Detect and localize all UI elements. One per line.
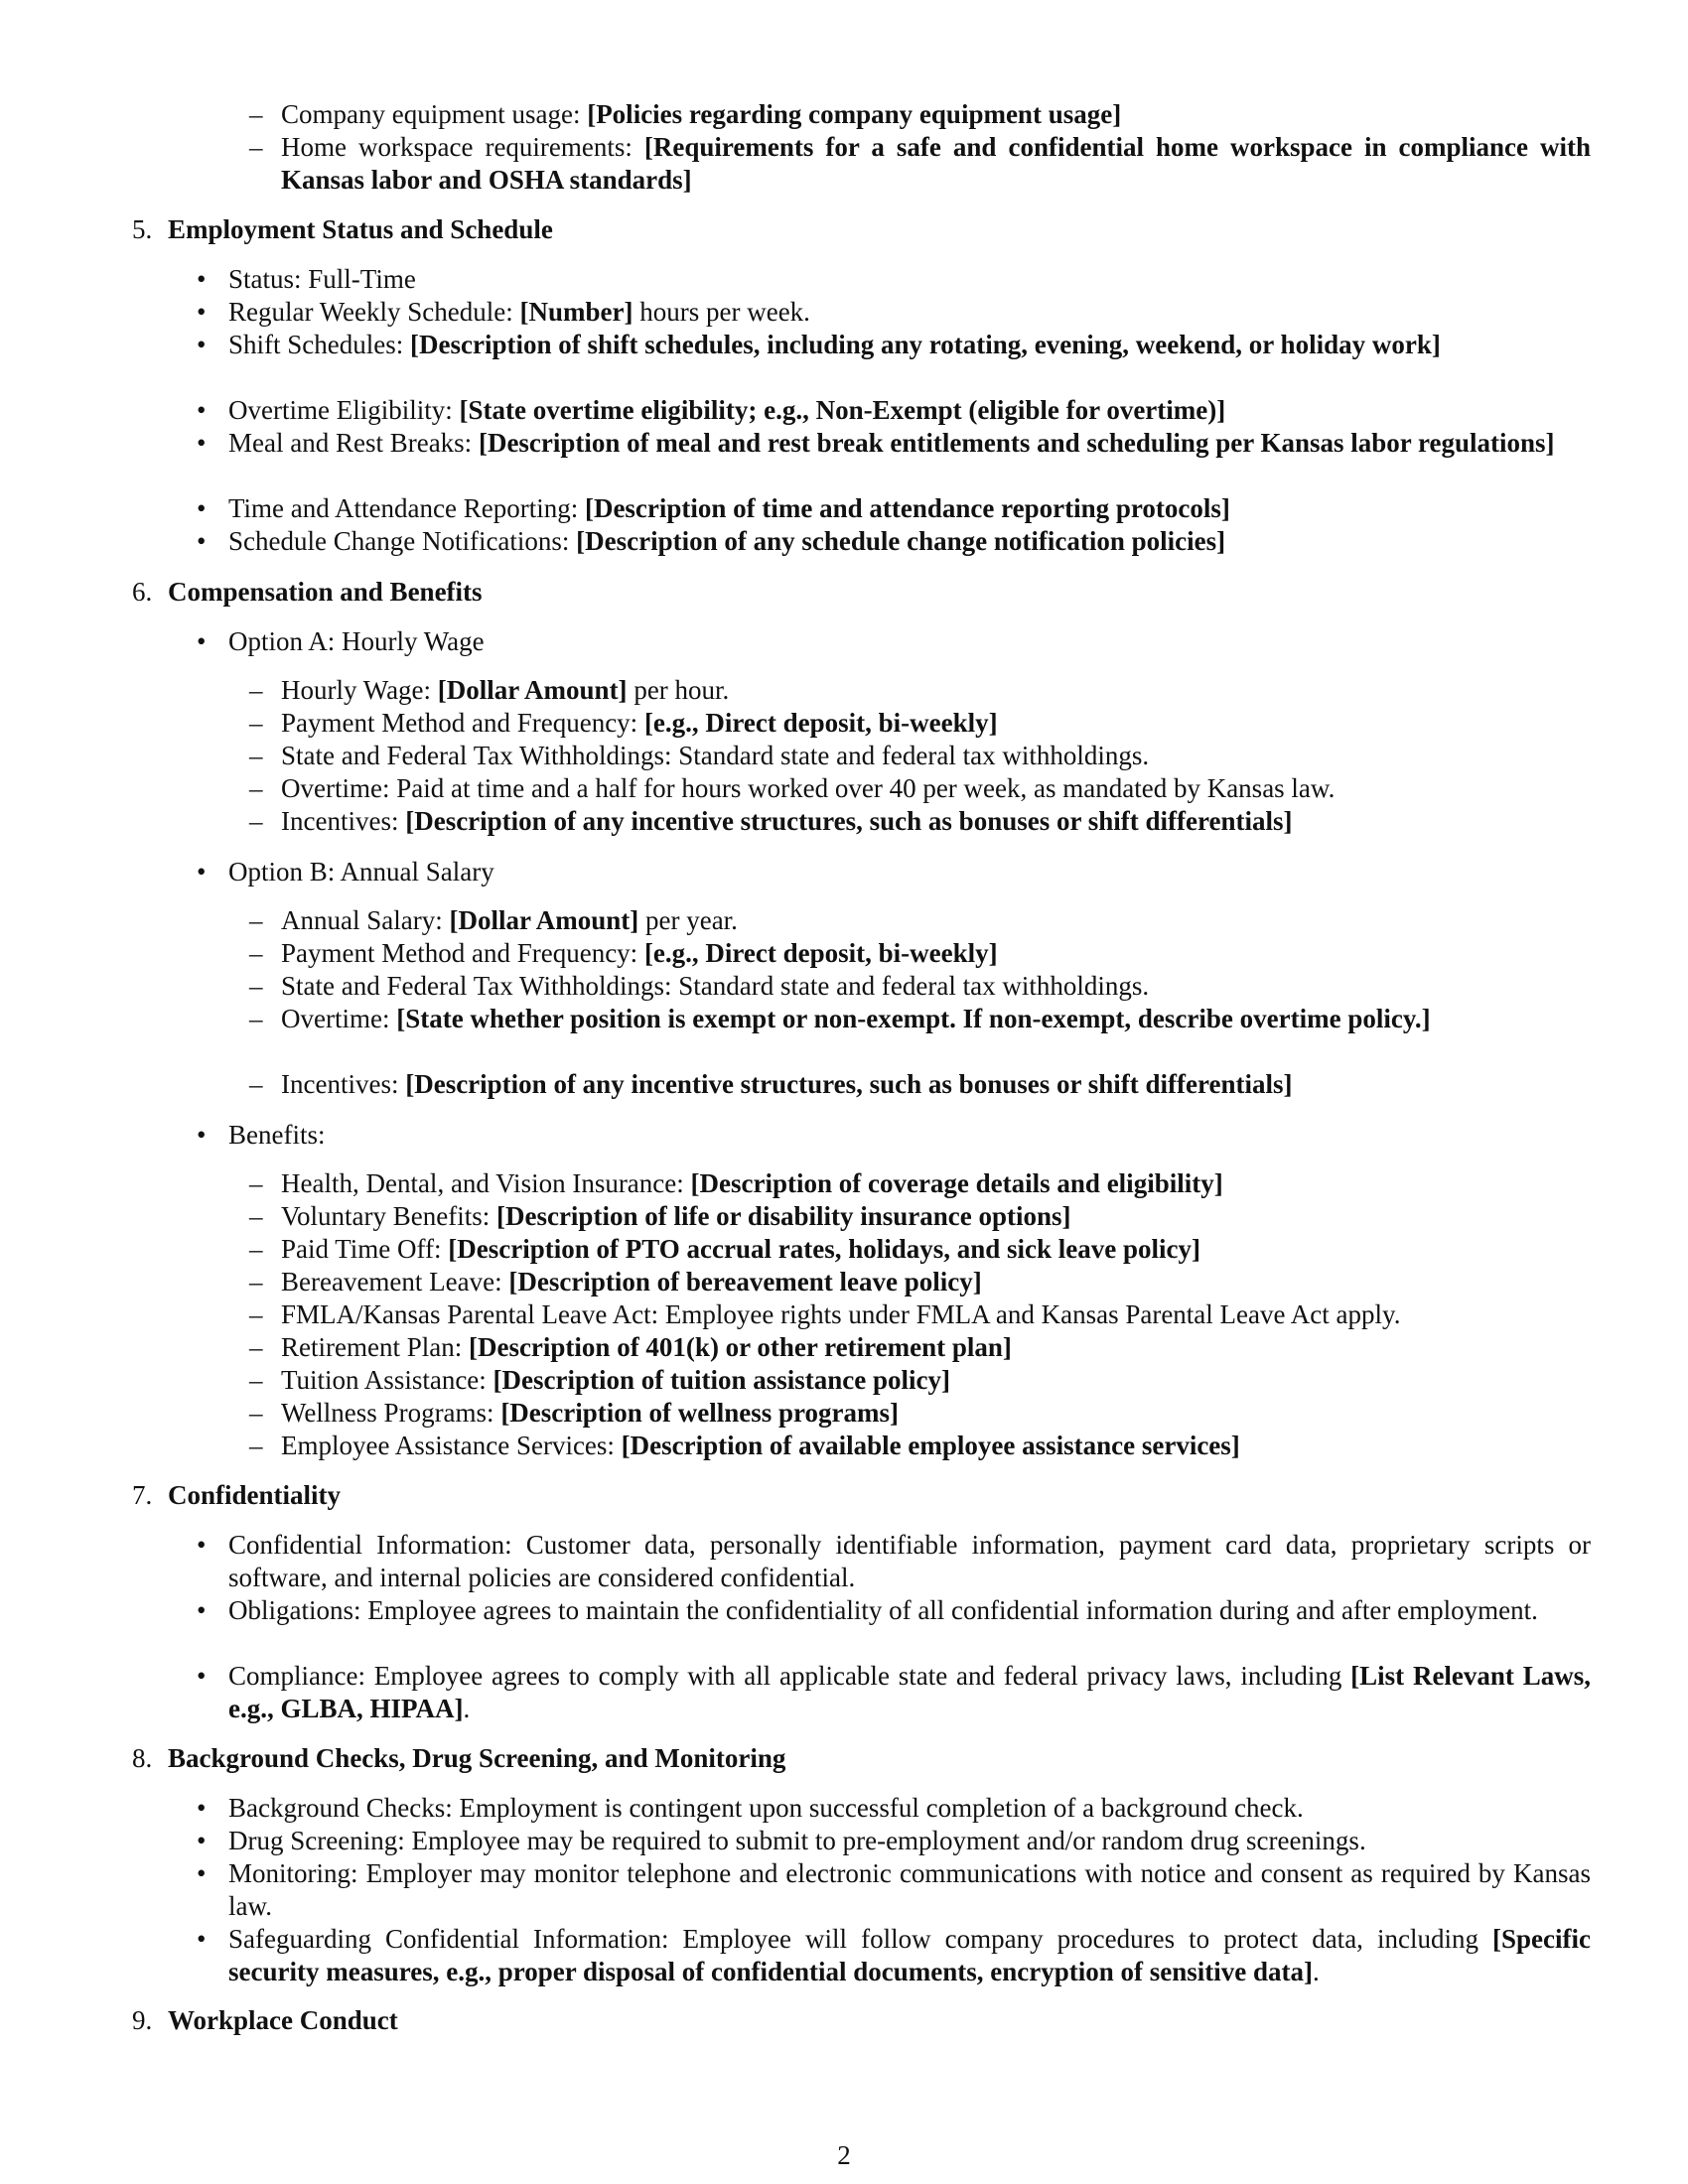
dash-marker: – [249,971,263,1001]
list-item: – State and Federal Tax Withholdings: Standard state and federal tax withholdings. [249,971,1150,1001]
dash-marker: – [249,1332,263,1362]
bullet-marker: • [197,626,207,656]
list-item: – Overtime: Paid at time and a half for hours worked over 40 per week, as mandated by Kansas law. [249,773,1336,803]
dash-marker: – [249,675,263,705]
dash-marker: – [249,1168,263,1198]
dash-marker: – [249,938,263,968]
list-item: – Employee Assistance Services: [Description of available employee assistance services] [249,1431,1240,1460]
list-item: – Payment Method and Frequency: [e.g., Direct deposit, bi-weekly] [249,938,998,968]
dash-marker: – [249,1069,263,1099]
bullet-marker: • [197,493,207,523]
list-item: • Meal and Rest Breaks: [Description of meal and rest break entitlements and scheduling per Kansas labor regulations] [197,428,1555,458]
list-item: • Monitoring: Employer may monitor telephone and electronic communications with notice and consent as required by Kansas law. [197,1858,1591,1921]
list-item: • Status: Full-Time [197,264,416,294]
dash-marker: – [249,1234,263,1264]
bullet-marker: • [197,1826,207,1855]
list-item: – Voluntary Benefits: [Description of life or disability insurance options] [249,1201,1071,1231]
list-item: – Incentives: [Description of any incentive structures, such as bonuses or shift differentials] [249,806,1293,836]
list-item: • Option A: Hourly Wage [197,626,485,656]
bullet-marker: • [197,264,207,294]
list-item: • Confidential Information: Customer data, personally identifiable information, payment card data, proprietary scripts or software, and internal policies are considered confidential. [197,1530,1591,1592]
dash-marker: – [249,1004,263,1033]
list-item: • Safeguarding Confidential Information: Employee will follow company procedures to protect data, including [Specific security measures, e.g., proper disposal of confidential documents, encryption of sensitive data]. [197,1924,1591,1986]
bullet-marker: • [197,1595,207,1625]
bullet-marker: • [197,297,207,327]
bullet-marker: • [197,428,207,458]
bullet-marker: • [197,1924,207,1954]
list-item: • Compliance: Employee agrees to comply with all applicable state and federal privacy laws, including [List Relevant Laws, e.g., GLBA, HIPAA]. [197,1661,1591,1723]
page-number: 2 [837,2140,851,2170]
list-item: – Retirement Plan: [Description of 401(k) or other retirement plan] [249,1332,1012,1362]
list-item: • Shift Schedules: [Description of shift schedules, including any rotating, evening, weekend, or holiday work] [197,330,1441,359]
list-item: • Time and Attendance Reporting: [Description of time and attendance reporting protocols] [197,493,1230,523]
list-item: – Bereavement Leave: [Description of bereavement leave policy] [249,1267,982,1297]
list-item: – State and Federal Tax Withholdings: Standard state and federal tax withholdings. [249,741,1150,770]
list-item: • Option B: Annual Salary [197,857,494,887]
section-heading: 7. Confidentiality [132,1480,342,1510]
list-item: – Payment Method and Frequency: [e.g., Direct deposit, bi-weekly] [249,708,998,738]
list-item: • Schedule Change Notifications: [Description of any schedule change notification policies] [197,526,1226,556]
list-item: – Incentives: [Description of any incentive structures, such as bonuses or shift differentials] [249,1069,1293,1099]
list-item: – Home workspace requirements: [Requirements for a safe and confidential home workspace in compliance with Kansas labor and OSHA standards] [249,132,1591,195]
dash-marker: – [249,132,263,162]
dash-marker: – [249,1267,263,1297]
dash-marker: – [249,1431,263,1460]
dash-marker: – [249,806,263,836]
section-heading: 5. Employment Status and Schedule [132,214,553,244]
list-item: • Regular Weekly Schedule: [Number] hours per week. [197,297,810,327]
bullet-marker: • [197,857,207,887]
bullet-marker: • [197,395,207,425]
section-heading: 8. Background Checks, Drug Screening, and Monitoring [132,1743,786,1773]
bullet-marker: • [197,1661,207,1691]
list-item: • Overtime Eligibility: [State overtime eligibility; e.g., Non-Exempt (eligible for overtime)] [197,395,1226,425]
dash-marker: – [249,741,263,770]
list-item: – FMLA/Kansas Parental Leave Act: Employee rights under FMLA and Kansas Parental Leave Act apply. [249,1299,1401,1329]
list-item: • Obligations: Employee agrees to maintain the confidentiality of all confidential information during and after employment. [197,1595,1538,1625]
section-heading: 9. Workplace Conduct [132,2005,398,2035]
bullet-marker: • [197,1120,207,1150]
list-item: • Drug Screening: Employee may be required to submit to pre-employment and/or random drug screenings. [197,1826,1366,1855]
dash-marker: – [249,773,263,803]
bullet-marker: • [197,1530,207,1560]
dash-marker: – [249,1398,263,1428]
list-item: – Paid Time Off: [Description of PTO accrual rates, holidays, and sick leave policy] [249,1234,1201,1264]
list-item: – Wellness Programs: [Description of wellness programs] [249,1398,900,1428]
list-item: – Overtime: [State whether position is exempt or non-exempt. If non-exempt, describe overtime policy.] [249,1004,1431,1033]
dash-marker: – [249,1365,263,1395]
list-item: – Hourly Wage: [Dollar Amount] per hour. [249,675,730,705]
list-item: – Health, Dental, and Vision Insurance: [Description of coverage details and eligibility] [249,1168,1223,1198]
dash-marker: – [249,708,263,738]
dash-marker: – [249,1201,263,1231]
list-item: – Company equipment usage: [Policies regarding company equipment usage] [249,99,1122,129]
list-item: – Tuition Assistance: [Description of tuition assistance policy] [249,1365,951,1395]
dash-marker: – [249,905,263,935]
list-item: • Benefits: [197,1120,326,1150]
list-item: – Annual Salary: [Dollar Amount] per year. [249,905,738,935]
bullet-marker: • [197,330,207,359]
dash-marker: – [249,1299,263,1329]
bullet-marker: • [197,1793,207,1823]
dash-marker: – [249,99,263,129]
bullet-marker: • [197,1858,207,1888]
list-item: • Background Checks: Employment is contingent upon successful completion of a background check. [197,1793,1304,1823]
section-heading: 6. Compensation and Benefits [132,577,483,607]
bullet-marker: • [197,526,207,556]
